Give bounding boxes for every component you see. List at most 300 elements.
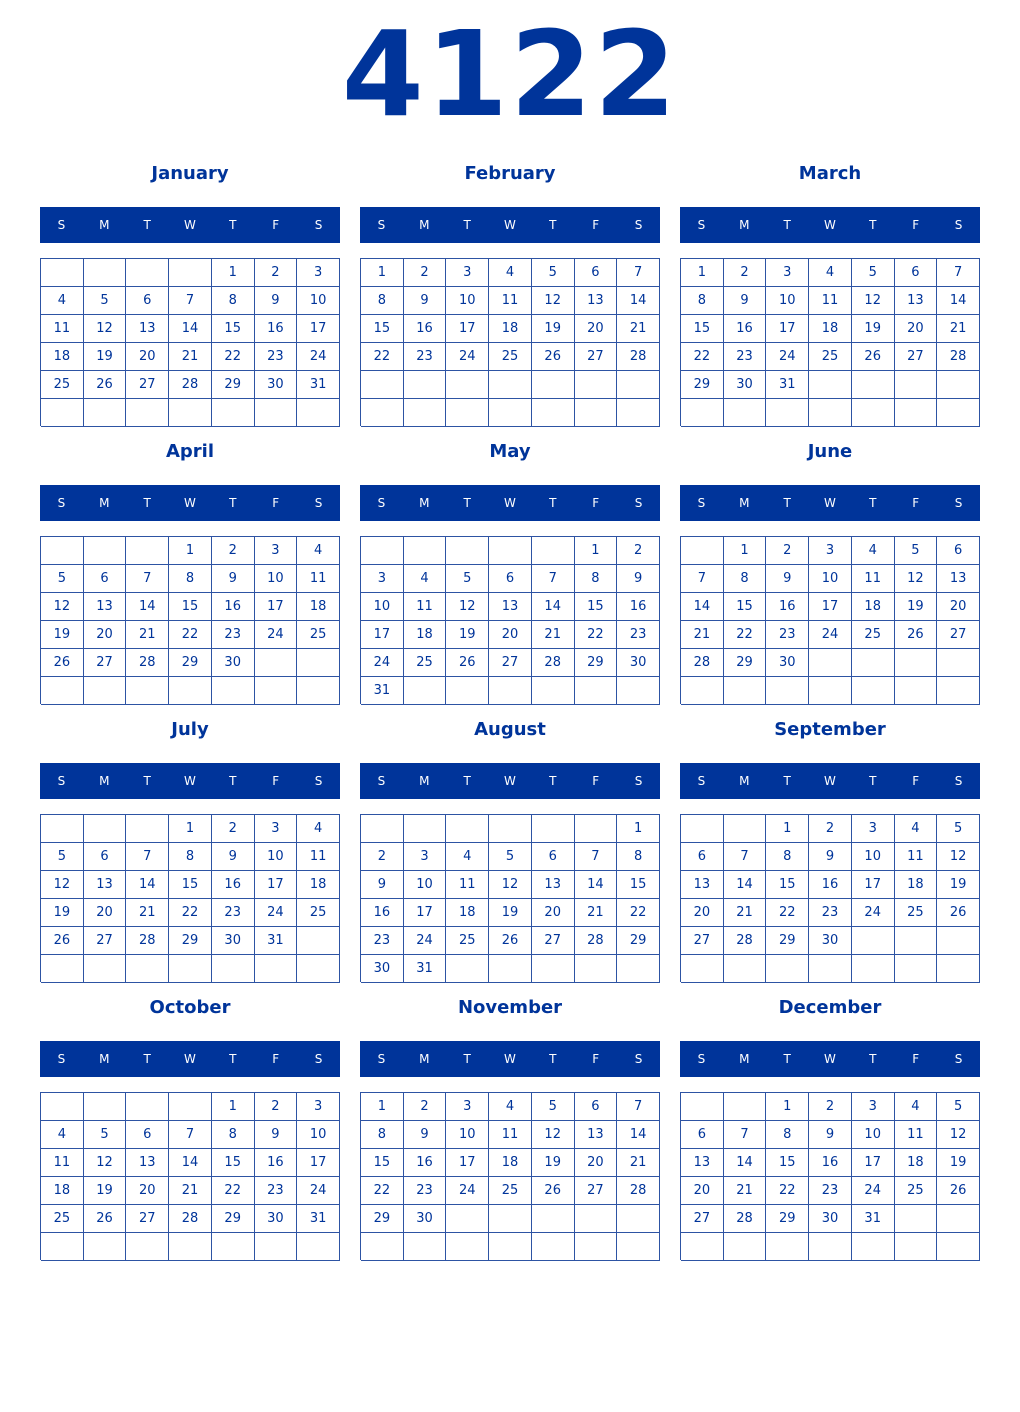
day-cell: 19 — [446, 621, 489, 649]
day-cell: 10 — [446, 287, 489, 315]
month-calendar-august — [360, 716, 660, 994]
weekday-label: W — [184, 1052, 196, 1066]
day-cell: 17 — [255, 871, 298, 899]
day-cell: 7 — [617, 259, 660, 287]
day-cell: 24 — [446, 1177, 489, 1205]
empty-day-cell — [446, 955, 489, 983]
month-name: July — [171, 719, 209, 740]
day-cell: 21 — [617, 1149, 660, 1177]
weekday-label: S — [377, 1052, 386, 1066]
day-cell: 31 — [297, 1205, 340, 1233]
day-cell: 9 — [809, 1121, 852, 1149]
empty-day-cell — [41, 399, 84, 427]
day-cell: 25 — [297, 899, 340, 927]
weekday-label: T — [463, 774, 471, 788]
weekday-label: T — [869, 218, 877, 232]
day-grid — [360, 536, 660, 704]
empty-day-cell — [361, 1233, 404, 1261]
day-cell: 2 — [617, 537, 660, 565]
year-title: 4122 — [341, 5, 679, 143]
day-cell: 9 — [766, 565, 809, 593]
day-cell: 10 — [361, 593, 404, 621]
weekday-header — [360, 1041, 660, 1077]
day-cell: 24 — [297, 343, 340, 371]
day-cell: 28 — [126, 927, 169, 955]
day-cell: 27 — [575, 1177, 618, 1205]
day-cell: 6 — [895, 259, 938, 287]
empty-day-cell — [937, 371, 980, 399]
weekday-header — [360, 485, 660, 521]
day-cell: 22 — [212, 343, 255, 371]
day-cell: 13 — [84, 593, 127, 621]
empty-day-cell — [446, 371, 489, 399]
empty-day-cell — [575, 955, 618, 983]
month-calendar-may — [360, 438, 660, 716]
day-cell: 7 — [169, 287, 212, 315]
weekday-label: T — [229, 218, 237, 232]
day-cell: 25 — [809, 343, 852, 371]
month-calendar-april — [40, 438, 340, 716]
weekday-label: S — [377, 496, 386, 510]
day-cell: 8 — [169, 565, 212, 593]
day-cell: 6 — [681, 1121, 724, 1149]
day-cell: 19 — [937, 871, 980, 899]
day-cell: 2 — [809, 815, 852, 843]
empty-day-cell — [895, 399, 938, 427]
month-name: August — [474, 719, 546, 740]
day-cell: 22 — [575, 621, 618, 649]
weekday-label: M — [419, 774, 430, 788]
empty-day-cell — [852, 955, 895, 983]
weekday-header — [680, 485, 980, 521]
day-cell: 20 — [84, 621, 127, 649]
day-cell: 4 — [809, 259, 852, 287]
day-cell: 3 — [446, 259, 489, 287]
day-cell: 9 — [361, 871, 404, 899]
day-cell: 4 — [446, 843, 489, 871]
day-cell: 17 — [809, 593, 852, 621]
empty-day-cell — [681, 537, 724, 565]
month-name: November — [457, 997, 563, 1018]
day-cell: 27 — [532, 927, 575, 955]
day-cell: 3 — [361, 565, 404, 593]
day-cell: 30 — [212, 649, 255, 677]
day-cell: 21 — [532, 621, 575, 649]
day-cell: 29 — [169, 927, 212, 955]
day-cell: 29 — [212, 371, 255, 399]
month-name: December — [778, 997, 882, 1018]
empty-day-cell — [489, 955, 532, 983]
empty-day-cell — [937, 677, 980, 705]
day-cell: 29 — [575, 649, 618, 677]
day-cell: 19 — [41, 621, 84, 649]
day-cell: 13 — [575, 1121, 618, 1149]
day-cell: 19 — [532, 1149, 575, 1177]
weekday-label: S — [954, 218, 963, 232]
empty-day-cell — [895, 955, 938, 983]
day-cell: 17 — [297, 315, 340, 343]
weekday-label: M — [739, 218, 750, 232]
empty-day-cell — [937, 649, 980, 677]
day-cell: 18 — [297, 871, 340, 899]
day-grid — [40, 1092, 340, 1260]
day-cell: 11 — [852, 565, 895, 593]
day-cell: 13 — [126, 1149, 169, 1177]
empty-day-cell — [724, 1093, 767, 1121]
weekday-label: T — [783, 774, 791, 788]
day-cell: 18 — [489, 315, 532, 343]
weekday-label: S — [697, 774, 706, 788]
weekday-label: S — [634, 496, 643, 510]
month-name: October — [149, 997, 231, 1018]
empty-day-cell — [575, 815, 618, 843]
weekday-label: T — [143, 1052, 151, 1066]
day-cell: 21 — [617, 315, 660, 343]
day-cell: 3 — [297, 1093, 340, 1121]
empty-day-cell — [532, 955, 575, 983]
day-cell: 17 — [446, 315, 489, 343]
weekday-label: M — [419, 1052, 430, 1066]
day-cell: 10 — [255, 565, 298, 593]
day-cell: 5 — [84, 1121, 127, 1149]
day-cell: 12 — [41, 871, 84, 899]
day-cell: 30 — [809, 1205, 852, 1233]
weekday-label: T — [143, 218, 151, 232]
day-cell: 18 — [489, 1149, 532, 1177]
day-cell: 22 — [169, 899, 212, 927]
weekday-label: S — [697, 1052, 706, 1066]
day-cell: 18 — [41, 1177, 84, 1205]
day-cell: 9 — [404, 1121, 447, 1149]
day-cell: 26 — [41, 649, 84, 677]
day-cell: 2 — [255, 1093, 298, 1121]
empty-day-cell — [809, 649, 852, 677]
day-grid — [40, 258, 340, 426]
day-cell: 23 — [724, 343, 767, 371]
day-cell: 22 — [212, 1177, 255, 1205]
day-cell: 4 — [41, 1121, 84, 1149]
day-cell: 15 — [617, 871, 660, 899]
empty-day-cell — [895, 677, 938, 705]
day-cell: 14 — [126, 871, 169, 899]
day-cell: 20 — [84, 899, 127, 927]
weekday-label: W — [824, 1052, 836, 1066]
weekday-label: T — [869, 774, 877, 788]
day-cell: 5 — [489, 843, 532, 871]
day-cell: 7 — [575, 843, 618, 871]
day-cell: 11 — [895, 843, 938, 871]
weekday-label: T — [229, 774, 237, 788]
day-cell: 20 — [532, 899, 575, 927]
day-cell: 11 — [41, 1149, 84, 1177]
day-cell: 29 — [724, 649, 767, 677]
day-cell: 17 — [297, 1149, 340, 1177]
day-cell: 23 — [361, 927, 404, 955]
day-cell: 31 — [404, 955, 447, 983]
empty-day-cell — [724, 1233, 767, 1261]
day-cell: 25 — [41, 1205, 84, 1233]
day-cell: 21 — [575, 899, 618, 927]
day-cell: 10 — [852, 1121, 895, 1149]
day-cell: 17 — [852, 871, 895, 899]
day-cell: 4 — [852, 537, 895, 565]
empty-day-cell — [126, 815, 169, 843]
day-cell: 15 — [681, 315, 724, 343]
empty-day-cell — [937, 1233, 980, 1261]
day-cell: 21 — [169, 343, 212, 371]
day-cell: 5 — [937, 815, 980, 843]
weekday-label: S — [377, 774, 386, 788]
empty-day-cell — [297, 649, 340, 677]
day-cell: 6 — [575, 1093, 618, 1121]
empty-day-cell — [852, 927, 895, 955]
day-cell: 8 — [361, 1121, 404, 1149]
month-name: May — [489, 441, 531, 462]
day-cell: 26 — [895, 621, 938, 649]
empty-day-cell — [937, 1205, 980, 1233]
day-grid — [680, 536, 980, 704]
day-cell: 24 — [852, 899, 895, 927]
day-cell: 28 — [937, 343, 980, 371]
day-cell: 25 — [489, 343, 532, 371]
day-cell: 12 — [41, 593, 84, 621]
day-cell: 15 — [361, 1149, 404, 1177]
weekday-label: M — [99, 496, 110, 510]
day-cell: 21 — [126, 621, 169, 649]
day-cell: 25 — [404, 649, 447, 677]
day-cell: 1 — [766, 815, 809, 843]
weekday-label: W — [504, 218, 516, 232]
day-cell: 23 — [404, 1177, 447, 1205]
empty-day-cell — [404, 537, 447, 565]
day-cell: 5 — [446, 565, 489, 593]
day-cell: 22 — [681, 343, 724, 371]
day-cell: 30 — [809, 927, 852, 955]
day-cell: 3 — [809, 537, 852, 565]
day-cell: 25 — [895, 899, 938, 927]
day-cell: 5 — [84, 287, 127, 315]
day-cell: 30 — [404, 1205, 447, 1233]
day-cell: 6 — [937, 537, 980, 565]
day-cell: 3 — [255, 537, 298, 565]
day-grid — [360, 814, 660, 982]
day-cell: 4 — [895, 1093, 938, 1121]
weekday-label: M — [739, 774, 750, 788]
day-cell: 1 — [766, 1093, 809, 1121]
empty-day-cell — [489, 677, 532, 705]
weekday-header — [40, 763, 340, 799]
day-cell: 28 — [617, 343, 660, 371]
day-cell: 24 — [446, 343, 489, 371]
day-cell: 28 — [724, 1205, 767, 1233]
day-cell: 20 — [489, 621, 532, 649]
weekday-label: F — [272, 496, 280, 510]
weekday-label: F — [912, 496, 920, 510]
day-cell: 24 — [255, 621, 298, 649]
day-cell: 23 — [809, 899, 852, 927]
weekday-label: W — [504, 1052, 516, 1066]
empty-day-cell — [297, 677, 340, 705]
day-cell: 22 — [766, 1177, 809, 1205]
day-cell: 4 — [297, 815, 340, 843]
empty-day-cell — [404, 399, 447, 427]
day-cell: 6 — [575, 259, 618, 287]
day-cell: 13 — [84, 871, 127, 899]
day-cell: 27 — [84, 649, 127, 677]
day-cell: 4 — [404, 565, 447, 593]
month-calendar-october — [40, 994, 340, 1272]
day-cell: 20 — [681, 899, 724, 927]
empty-day-cell — [532, 1233, 575, 1261]
day-cell: 9 — [617, 565, 660, 593]
empty-day-cell — [681, 1233, 724, 1261]
month-calendar-november — [360, 994, 660, 1272]
weekday-header — [40, 485, 340, 521]
day-cell: 30 — [255, 371, 298, 399]
day-cell: 24 — [404, 927, 447, 955]
day-cell: 29 — [766, 1205, 809, 1233]
empty-day-cell — [361, 371, 404, 399]
day-cell: 6 — [126, 1121, 169, 1149]
day-cell: 5 — [532, 259, 575, 287]
day-cell: 15 — [169, 593, 212, 621]
empty-day-cell — [681, 399, 724, 427]
empty-day-cell — [617, 399, 660, 427]
empty-day-cell — [41, 1093, 84, 1121]
day-cell: 13 — [575, 287, 618, 315]
empty-day-cell — [41, 259, 84, 287]
weekday-label: T — [143, 774, 151, 788]
day-cell: 2 — [404, 259, 447, 287]
day-cell: 21 — [126, 899, 169, 927]
day-cell: 31 — [766, 371, 809, 399]
day-cell: 11 — [297, 843, 340, 871]
day-cell: 11 — [404, 593, 447, 621]
empty-day-cell — [852, 399, 895, 427]
day-cell: 29 — [169, 649, 212, 677]
day-cell: 5 — [41, 565, 84, 593]
day-cell: 29 — [361, 1205, 404, 1233]
empty-day-cell — [169, 1093, 212, 1121]
empty-day-cell — [852, 371, 895, 399]
day-cell: 23 — [212, 621, 255, 649]
day-cell: 8 — [575, 565, 618, 593]
empty-day-cell — [84, 1093, 127, 1121]
weekday-label: M — [99, 1052, 110, 1066]
weekday-label: T — [143, 496, 151, 510]
weekday-label: T — [783, 1052, 791, 1066]
day-cell: 14 — [724, 871, 767, 899]
day-cell: 19 — [84, 343, 127, 371]
empty-day-cell — [297, 399, 340, 427]
day-cell: 8 — [212, 1121, 255, 1149]
day-cell: 29 — [766, 927, 809, 955]
day-cell: 23 — [255, 343, 298, 371]
day-cell: 2 — [212, 815, 255, 843]
empty-day-cell — [575, 399, 618, 427]
day-cell: 2 — [255, 259, 298, 287]
day-cell: 17 — [361, 621, 404, 649]
day-cell: 25 — [852, 621, 895, 649]
day-cell: 14 — [617, 287, 660, 315]
weekday-header — [40, 207, 340, 243]
day-cell: 12 — [84, 315, 127, 343]
weekday-label: T — [783, 496, 791, 510]
empty-day-cell — [895, 1233, 938, 1261]
day-cell: 16 — [361, 899, 404, 927]
day-cell: 19 — [84, 1177, 127, 1205]
day-cell: 18 — [809, 315, 852, 343]
day-cell: 22 — [766, 899, 809, 927]
day-cell: 5 — [937, 1093, 980, 1121]
day-cell: 23 — [766, 621, 809, 649]
day-cell: 5 — [852, 259, 895, 287]
empty-day-cell — [169, 677, 212, 705]
day-cell: 29 — [212, 1205, 255, 1233]
day-cell: 8 — [681, 287, 724, 315]
empty-day-cell — [297, 955, 340, 983]
day-cell: 23 — [255, 1177, 298, 1205]
day-cell: 29 — [681, 371, 724, 399]
day-cell: 8 — [766, 1121, 809, 1149]
day-cell: 2 — [404, 1093, 447, 1121]
day-cell: 17 — [766, 315, 809, 343]
day-cell: 20 — [126, 1177, 169, 1205]
day-cell: 22 — [617, 899, 660, 927]
day-cell: 1 — [212, 1093, 255, 1121]
empty-day-cell — [724, 815, 767, 843]
weekday-label: M — [99, 218, 110, 232]
weekday-label: M — [419, 218, 430, 232]
empty-day-cell — [446, 815, 489, 843]
day-cell: 6 — [532, 843, 575, 871]
day-cell: 25 — [297, 621, 340, 649]
day-cell: 13 — [681, 871, 724, 899]
day-cell: 14 — [575, 871, 618, 899]
weekday-label: S — [314, 496, 323, 510]
day-cell: 14 — [169, 315, 212, 343]
day-cell: 18 — [895, 1149, 938, 1177]
weekday-label: F — [272, 1052, 280, 1066]
weekday-label: S — [57, 496, 66, 510]
day-cell: 9 — [255, 1121, 298, 1149]
day-cell: 15 — [575, 593, 618, 621]
day-cell: 8 — [724, 565, 767, 593]
empty-day-cell — [212, 399, 255, 427]
weekday-label: S — [314, 218, 323, 232]
day-cell: 3 — [297, 259, 340, 287]
day-cell: 2 — [809, 1093, 852, 1121]
empty-day-cell — [617, 1233, 660, 1261]
day-cell: 18 — [404, 621, 447, 649]
day-cell: 8 — [169, 843, 212, 871]
empty-day-cell — [84, 1233, 127, 1261]
day-cell: 16 — [724, 315, 767, 343]
weekday-label: S — [634, 218, 643, 232]
weekday-label: S — [377, 218, 386, 232]
weekday-label: S — [954, 774, 963, 788]
empty-day-cell — [895, 371, 938, 399]
day-cell: 16 — [809, 871, 852, 899]
day-cell: 1 — [361, 259, 404, 287]
weekday-label: W — [184, 218, 196, 232]
weekday-label: S — [314, 1052, 323, 1066]
empty-day-cell — [255, 649, 298, 677]
day-cell: 16 — [255, 1149, 298, 1177]
empty-day-cell — [361, 537, 404, 565]
day-cell: 12 — [937, 1121, 980, 1149]
day-grid — [680, 258, 980, 426]
